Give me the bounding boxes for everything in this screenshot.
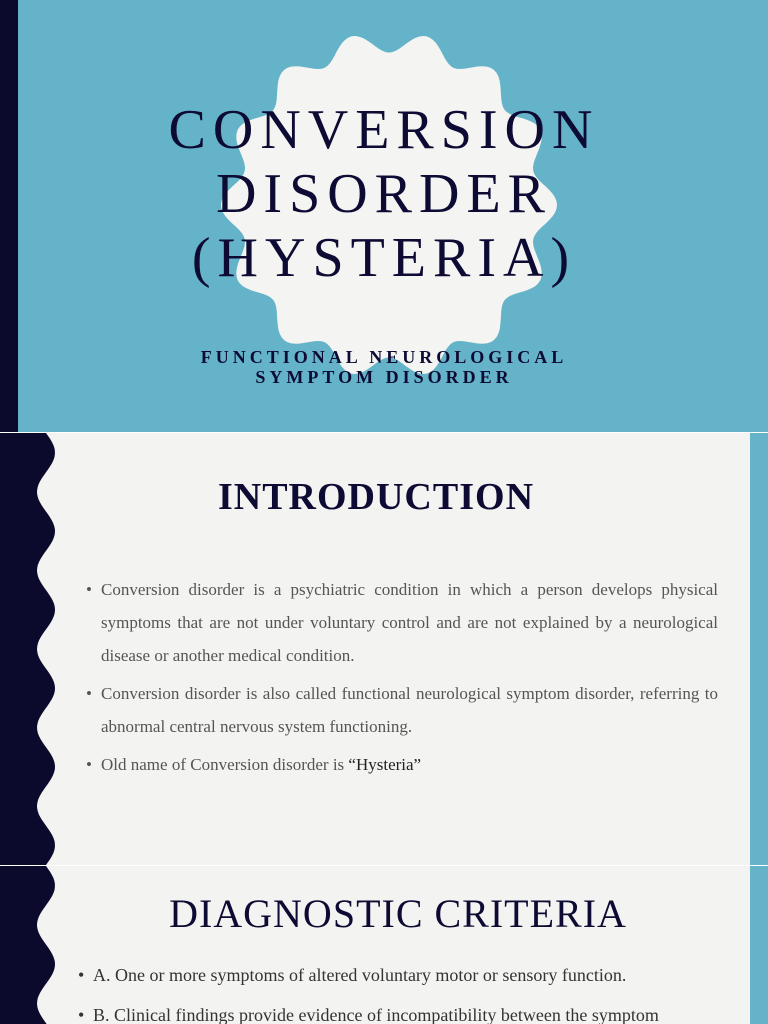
old-name-highlight: “Hysteria” — [348, 755, 422, 774]
title-line-1: CONVERSION — [168, 99, 600, 161]
title-slide — [0, 0, 768, 432]
bullet-text: Old name of Conversion disorder is — [101, 755, 349, 774]
title-line-2: DISORDER — [215, 163, 553, 225]
diagnostic-criteria-slide — [0, 866, 768, 1024]
introduction-heading: INTRODUCTION — [217, 476, 535, 518]
bullet-item — [86, 573, 718, 672]
bullet-dot: • — [78, 1005, 85, 1024]
diagnostic-criteria-heading: DIAGNOSTIC CRITERIA — [169, 891, 627, 936]
subtitle-line-2: SYMPTOM DISORDER — [255, 367, 513, 387]
right-accent-bar — [750, 433, 768, 865]
bullet-text: A. One or more symptoms of altered voluntary motor or sensory function. — [93, 965, 627, 985]
bullet-dot: • — [86, 684, 92, 703]
bullet-text: Conversion disorder is also called functional neurological symptom disorder, referring to abnormal central nervous system functioning. — [101, 684, 718, 736]
bullet-item — [86, 748, 718, 781]
introduction-slide — [0, 433, 768, 865]
bullet-item — [78, 962, 730, 988]
bullet-dot: • — [86, 580, 92, 599]
bullet-dot: • — [86, 755, 92, 774]
introduction-bullet-list — [86, 573, 718, 786]
bullet-text: B. Clinical findings provide evidence of incompatibility between the symptom — [93, 1005, 659, 1024]
bullet-item — [86, 677, 718, 743]
criteria-bullet-list — [78, 962, 730, 1024]
title-line-3: (HYSTERIA) — [191, 227, 577, 289]
subtitle-line-1: FUNCTIONAL NEUROLOGICAL — [200, 347, 568, 367]
bullet-item — [78, 1002, 730, 1024]
bullet-text: Conversion disorder is a psychiatric condition in which a person develops physical symptoms that are not under voluntary control and are not explained by a neurological disease or another medical condition. — [101, 580, 718, 665]
bullet-dot: • — [78, 965, 85, 985]
